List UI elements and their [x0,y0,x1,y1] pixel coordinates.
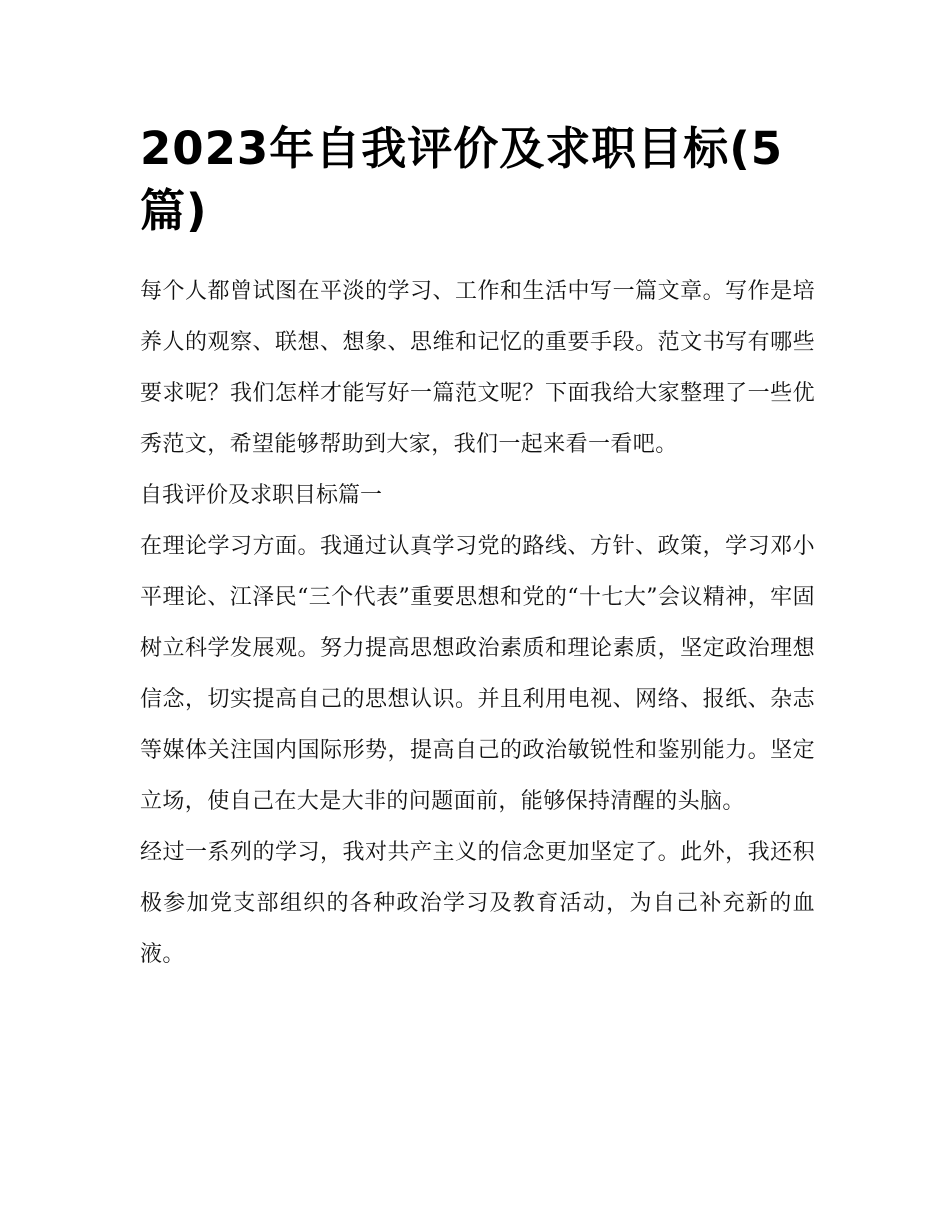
section-heading: 自我评价及求职目标篇一 [140,483,383,508]
body-paragraph-1: 在理论学习方面。我通过认真学习党的路线、方针、政策，学习邓小平理论、江泽民“三个代表”重要思想和党的“十七大”会议精神，牢固树立科学发展观。努力提高思想政治素质和理论素质，坚定政治理想信念，切实提高自己的思想认识。并且利用电视、网络、报纸、杂志等媒体关注国内国际形势，提高自己的政治敏锐性和鉴别能力。坚定立场，使自己在大是大非的问题面前，能够保持清醒的头脑。 [140,534,815,814]
document-title: 2023年自我评价及求职目标(5篇) [140,122,784,237]
body-paragraph-2: 经过一系列的学习，我对共产主义的信念更加坚定了。此外，我还积极参加党支部组织的各种政治学习及教育活动，为自己补充新的血液。 [140,840,815,967]
intro-paragraph: 每个人都曾试图在平淡的学习、工作和生活中写一篇文章。写作是培养人的观察、联想、想象、思维和记忆的重要手段。范文书写有哪些要求呢？我们怎样才能写好一篇范文呢？下面我给大家整理了一些优秀范文，希望能够帮助到大家，我们一起来看一看吧。 [140,279,815,457]
document-page [140,118,815,980]
